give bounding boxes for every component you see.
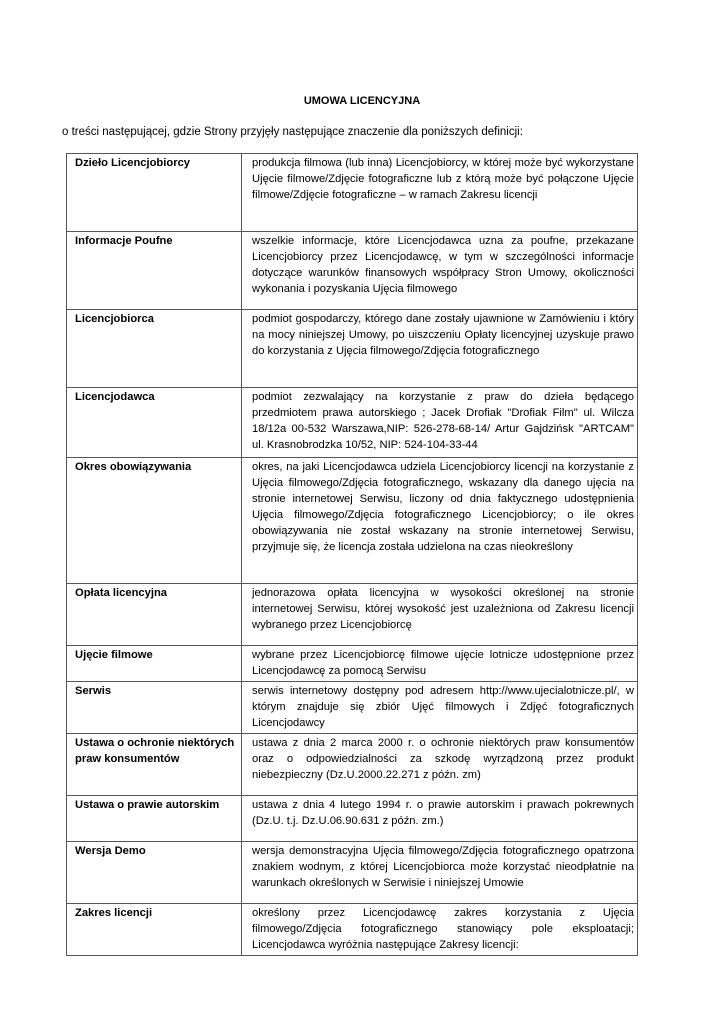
definition-text: określony przez Licencjodawcę zakres korzystania z Ujęcia filmowego/Zdjęcia fotograficznego stanowiący pole eksploatacji; Licencjodawca wyróżnia następujące Zakresy licencji:: [242, 904, 638, 956]
definition-text: podmiot zezwalający na korzystanie z praw do dzieła będącego przedmiotem prawa autorskiego ; Jacek Drofiak "Drofiak Film" ul. Wilcza 18/12a 00-532 Warszawa,NIP: 526-278-68-14/ Artur Gajdzińsk "ARTCAM" ul. Krasnobrodzka 10/52, NIP: 524-104-33-44: [242, 388, 638, 458]
table-row: [67, 682, 638, 734]
definition-term: Ujęcie filmowe: [67, 646, 242, 682]
definition-term: Serwis: [67, 682, 242, 734]
definition-term: Licencjobiorca: [67, 310, 242, 388]
table-row: [67, 388, 638, 458]
definition-term: Ustawa o prawie autorskim: [67, 796, 242, 842]
definitions-table: [66, 153, 638, 956]
definition-text: ustawa z dnia 2 marca 2000 r. o ochronie niektórych praw konsumentów oraz o odpowiedzialności za szkodę wyrządzoną przez produkt niebezpieczny (Dz.U.2000.22.271 z późn. zm): [242, 734, 638, 796]
intro-text: o treści następującej, gdzie Strony przyjęły następujące znaczenie dla poniższych definicji:: [62, 126, 523, 138]
definition-text: okres, na jaki Licencjodawca udziela Licencjobiorcy licencji na korzystanie z Ujęcia filmowego/Zdjęcia fotograficznego, wskazany dla danego ujęcia na stronie internetowej Serwisu, liczony od dnia faktycznego udostępnienia Ujęcia filmowego/Zdjęcia fotograficznego Licencjobiorcy; o ile okres obowiązywania nie został wskazany na stronie internetowej Serwisu, przyjmuje się, że licencja została udzielona na czas nieokreślony: [242, 458, 638, 584]
definition-text: wszelkie informacje, które Licencjodawca uzna za poufne, przekazane Licencjobiorcy przez Licencjodawcę, w tym w szczególności informacje dotyczące warunków finansowych współpracy Stron Umowy, okoliczności wykonania i pozyskania Ujęcia filmowego: [242, 232, 638, 310]
table-row: [67, 734, 638, 796]
definition-text: wersja demonstracyjna Ujęcia filmowego/Zdjęcia fotograficznego opatrzona znakiem wodnym, z której Licencjobiorca może korzystać nieodpłatnie na warunkach określonych w Serwisie i niniejszej Umowie: [242, 842, 638, 904]
definition-term: Okres obowiązywania: [67, 458, 242, 584]
definition-term: Wersja Demo: [67, 842, 242, 904]
definition-text: podmiot gospodarczy, którego dane zostały ujawnione w Zamówieniu i który na mocy niniejszej Umowy, po uiszczeniu Opłaty licencyjnej uzyskuje prawo do korzystania z Ujęcia filmowego/Zdjęcia fotograficznego: [242, 310, 638, 388]
table-row: [67, 796, 638, 842]
table-row: [67, 232, 638, 310]
definition-term: Licencjodawca: [67, 388, 242, 458]
definition-term: Ustawa o ochronie niektórych praw konsumentów: [67, 734, 242, 796]
table-row: [67, 646, 638, 682]
definition-term: Opłata licencyjna: [67, 584, 242, 646]
definition-text: ustawa z dnia 4 lutego 1994 r. o prawie autorskim i prawach pokrewnych (Dz.U. t.j. Dz.U.06.90.631 z późn. zm.): [242, 796, 638, 842]
definition-term: Dzieło Licencjobiorcy: [67, 154, 242, 232]
table-row: [67, 154, 638, 232]
definition-text: jednorazowa opłata licencyjna w wysokości określonej na stronie internetowej Serwisu, której wysokość jest uzależniona od Zakresu licencji wybranego przez Licencjobiorcę: [242, 584, 638, 646]
definition-text: produkcja filmowa (lub inna) Licencjobiorcy, w której może być wykorzystane Ujęcie filmowe/Zdjęcie fotograficzne lub z którą może być połączone Ujęcie filmowe/Zdjęcie fotograficzne – w ramach Zakresu licencji: [242, 154, 638, 232]
table-row: [67, 458, 638, 584]
definition-term: Zakres licencji: [67, 904, 242, 956]
table-row: [67, 310, 638, 388]
table-row: [67, 842, 638, 904]
table-row: [67, 584, 638, 646]
table-row: [67, 904, 638, 956]
definition-text: wybrane przez Licencjobiorcę filmowe ujęcie lotnicze udostępnione przez Licencjodawcę za pomocą Serwisu: [242, 646, 638, 682]
definition-text: serwis internetowy dostępny pod adresem http://www.ujecialotnicze.pl/, w którym znajduje się zbiór Ujęć filmowych i Zdjęć fotograficznych Licencjodawcy: [242, 682, 638, 734]
definition-term: Informacje Poufne: [67, 232, 242, 310]
document-title: UMOWA LICENCYJNA: [303, 95, 421, 107]
